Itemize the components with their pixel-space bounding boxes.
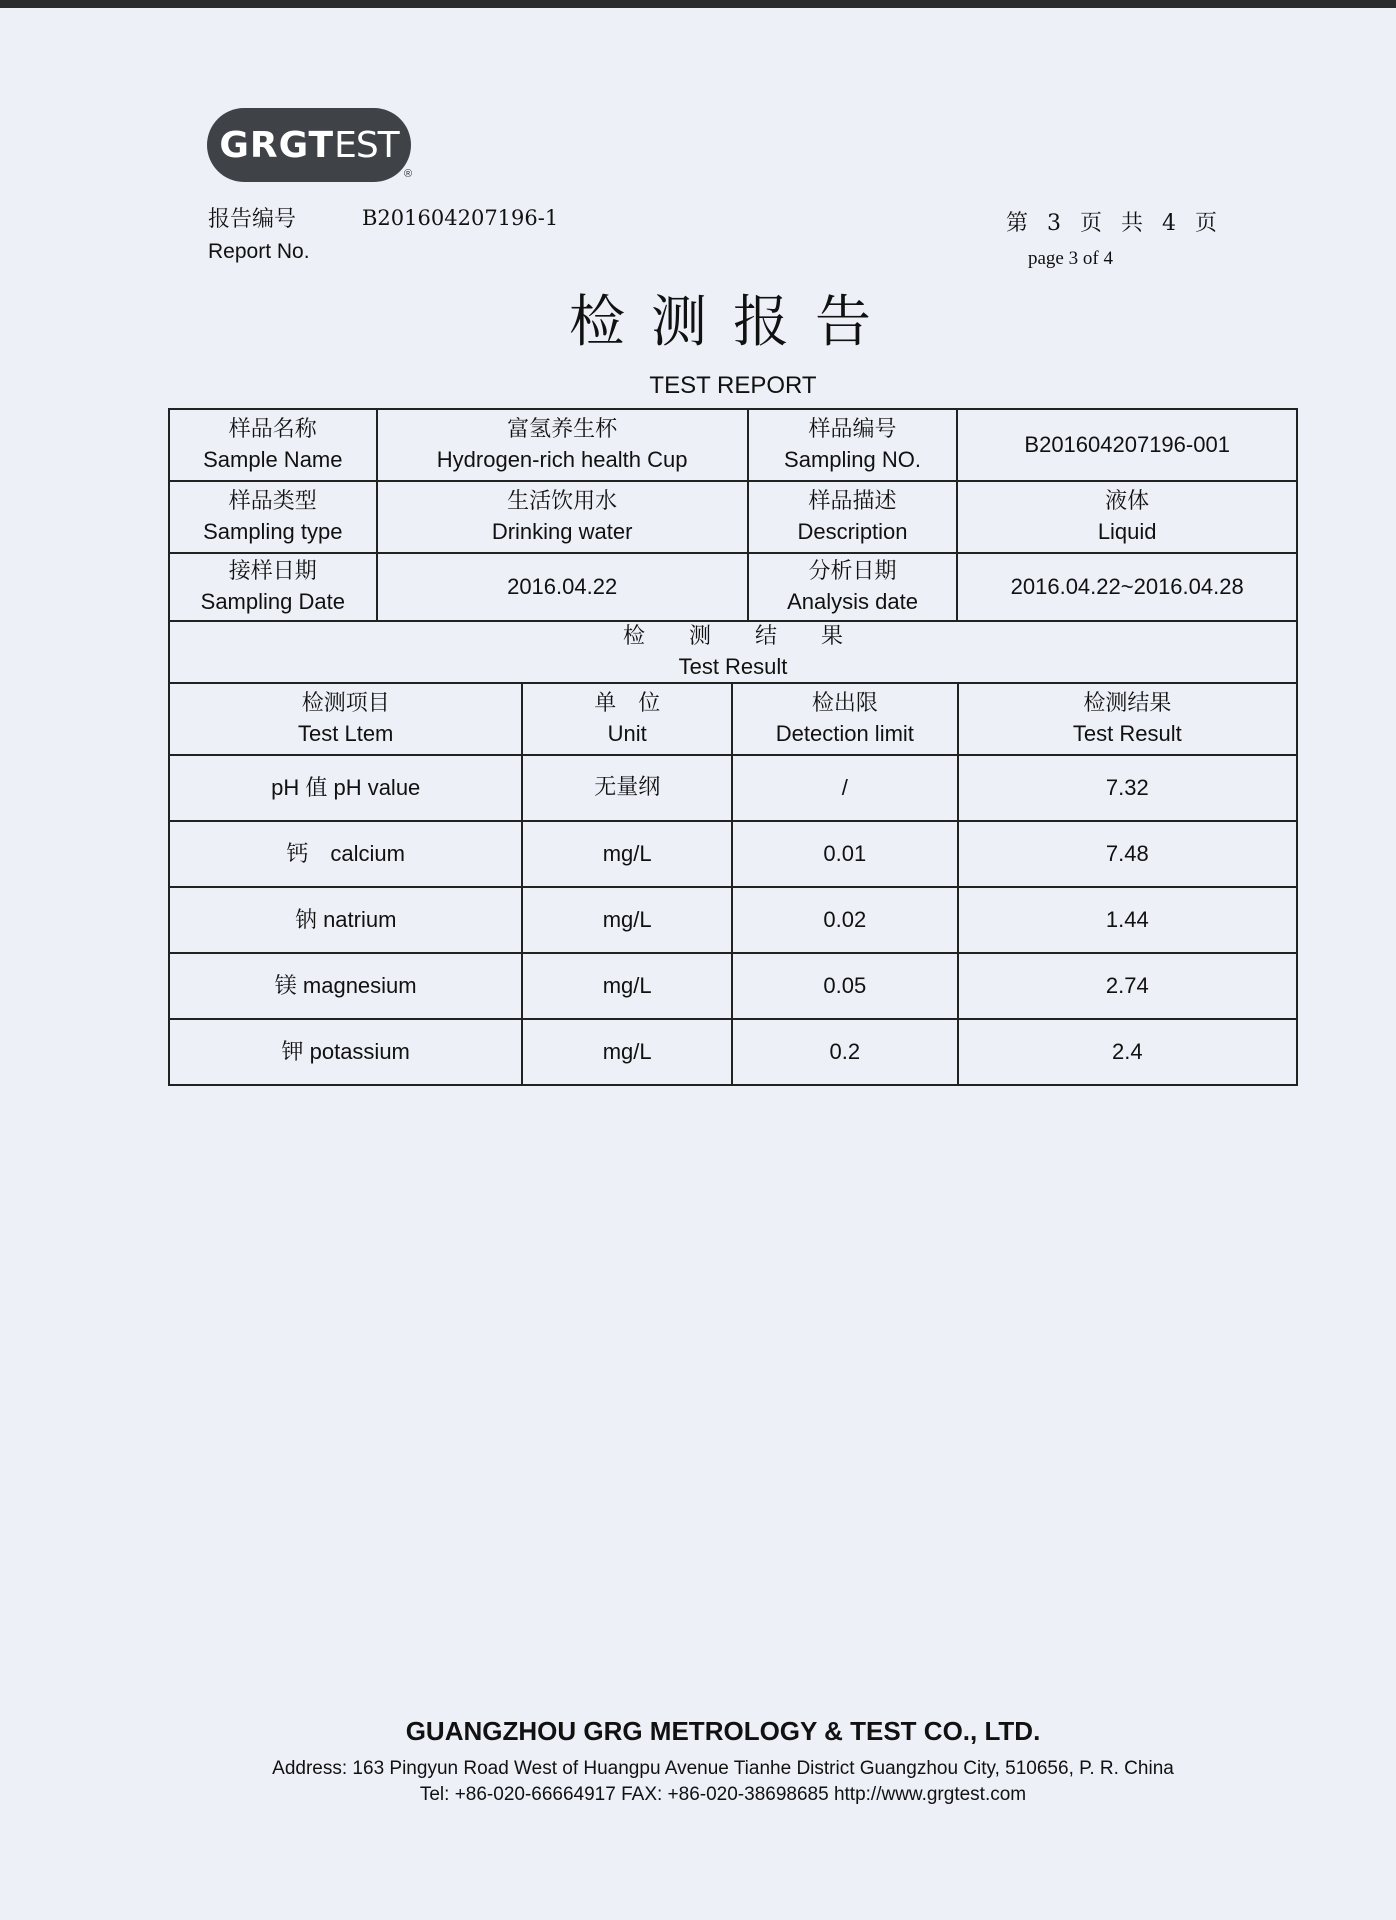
table-row (169, 953, 1297, 1019)
test-result-table (168, 620, 1298, 1086)
cell-result: 1.44 (958, 887, 1297, 953)
sampling-type-value: 生活饮用水 Drinking water (377, 481, 748, 553)
sample-info-table (168, 408, 1298, 622)
table-row (169, 755, 1297, 821)
cell-limit: 0.2 (732, 1019, 958, 1085)
report-no-value: B201604207196-1 (362, 206, 559, 230)
registered-mark: ® (404, 168, 413, 180)
cell-item: 钾 potassium (169, 1019, 522, 1085)
grgtest-logo (207, 108, 411, 182)
analysis-date-label: 分析日期 Analysis date (748, 553, 958, 621)
cell-unit: 无量纲 (522, 755, 732, 821)
info-row-dates (169, 553, 1297, 621)
report-title-cn: 检测报告 (569, 290, 897, 355)
cell-limit: 0.02 (732, 887, 958, 953)
footer-address: Address: 163 Pingyun Road West of Huangpu Avenue Tianhe District Guangzhou City, 510656, P. R. China (272, 1758, 1174, 1779)
sample-name-value: 富氢养生杯 Hydrogen-rich health Cup (377, 409, 748, 481)
cell-limit: 0.05 (732, 953, 958, 1019)
description-value: 液体 Liquid (957, 481, 1297, 553)
sampling-date-value: 2016.04.22 (377, 553, 748, 621)
sampling-date-label: 接样日期 Sampling Date (169, 553, 377, 621)
table-row (169, 1019, 1297, 1085)
cell-unit: mg/L (522, 953, 732, 1019)
cell-unit: mg/L (522, 821, 732, 887)
result-header-row (169, 683, 1297, 755)
cell-limit: / (732, 755, 958, 821)
cell-result: 2.4 (958, 1019, 1297, 1085)
logo-main: GRGT (219, 124, 335, 166)
info-row-sample (169, 409, 1297, 481)
cell-item: 钠 natrium (169, 887, 522, 953)
report-title-en: TEST REPORT (649, 372, 817, 399)
cell-item: pH 值 pH value (169, 755, 522, 821)
column-header-result: 检测结果 Test Result (958, 683, 1297, 755)
cell-unit: mg/L (522, 1019, 732, 1085)
page-indicator-en: page 3 of 4 (1028, 248, 1113, 269)
logo-rest: EST (334, 124, 399, 166)
analysis-date-value: 2016.04.22~2016.04.28 (957, 553, 1297, 621)
report-no-label-en: Report No. (208, 240, 310, 263)
table-row (169, 887, 1297, 953)
report-no-label-cn: 报告编号 (208, 207, 297, 232)
table-row (169, 821, 1297, 887)
column-header-item: 检测项目 Test Ltem (169, 683, 522, 755)
cell-limit: 0.01 (732, 821, 958, 887)
sampling-type-label: 样品类型 Sampling type (169, 481, 377, 553)
cell-result: 7.32 (958, 755, 1297, 821)
footer-contact: Tel: +86-020-66664917 FAX: +86-020-38698685 http://www.grgtest.com (419, 1784, 1027, 1805)
cell-item: 镁 magnesium (169, 953, 522, 1019)
description-label: 样品描述 Description (748, 481, 958, 553)
sampling-no-value: B201604207196-001 (957, 409, 1297, 481)
result-heading-row (169, 621, 1297, 683)
info-row-type (169, 481, 1297, 553)
cell-result: 2.74 (958, 953, 1297, 1019)
column-header-unit: 单 位 Unit (522, 683, 732, 755)
sample-name-label: 样品名称 Sample Name (169, 409, 377, 481)
cell-item: 钙 calcium (169, 821, 522, 887)
scan-top-edge (0, 0, 1396, 8)
cell-unit: mg/L (522, 887, 732, 953)
footer-company: GUANGZHOU GRG METROLOGY & TEST CO., LTD. (405, 1716, 1041, 1746)
page-indicator-cn: 第 3 页 共 4 页 (1006, 211, 1223, 236)
cell-result: 7.48 (958, 821, 1297, 887)
result-heading: 检 测 结 果 Test Result (169, 621, 1297, 683)
column-header-limit: 检出限 Detection limit (732, 683, 958, 755)
sampling-no-label: 样品编号 Sampling NO. (748, 409, 958, 481)
